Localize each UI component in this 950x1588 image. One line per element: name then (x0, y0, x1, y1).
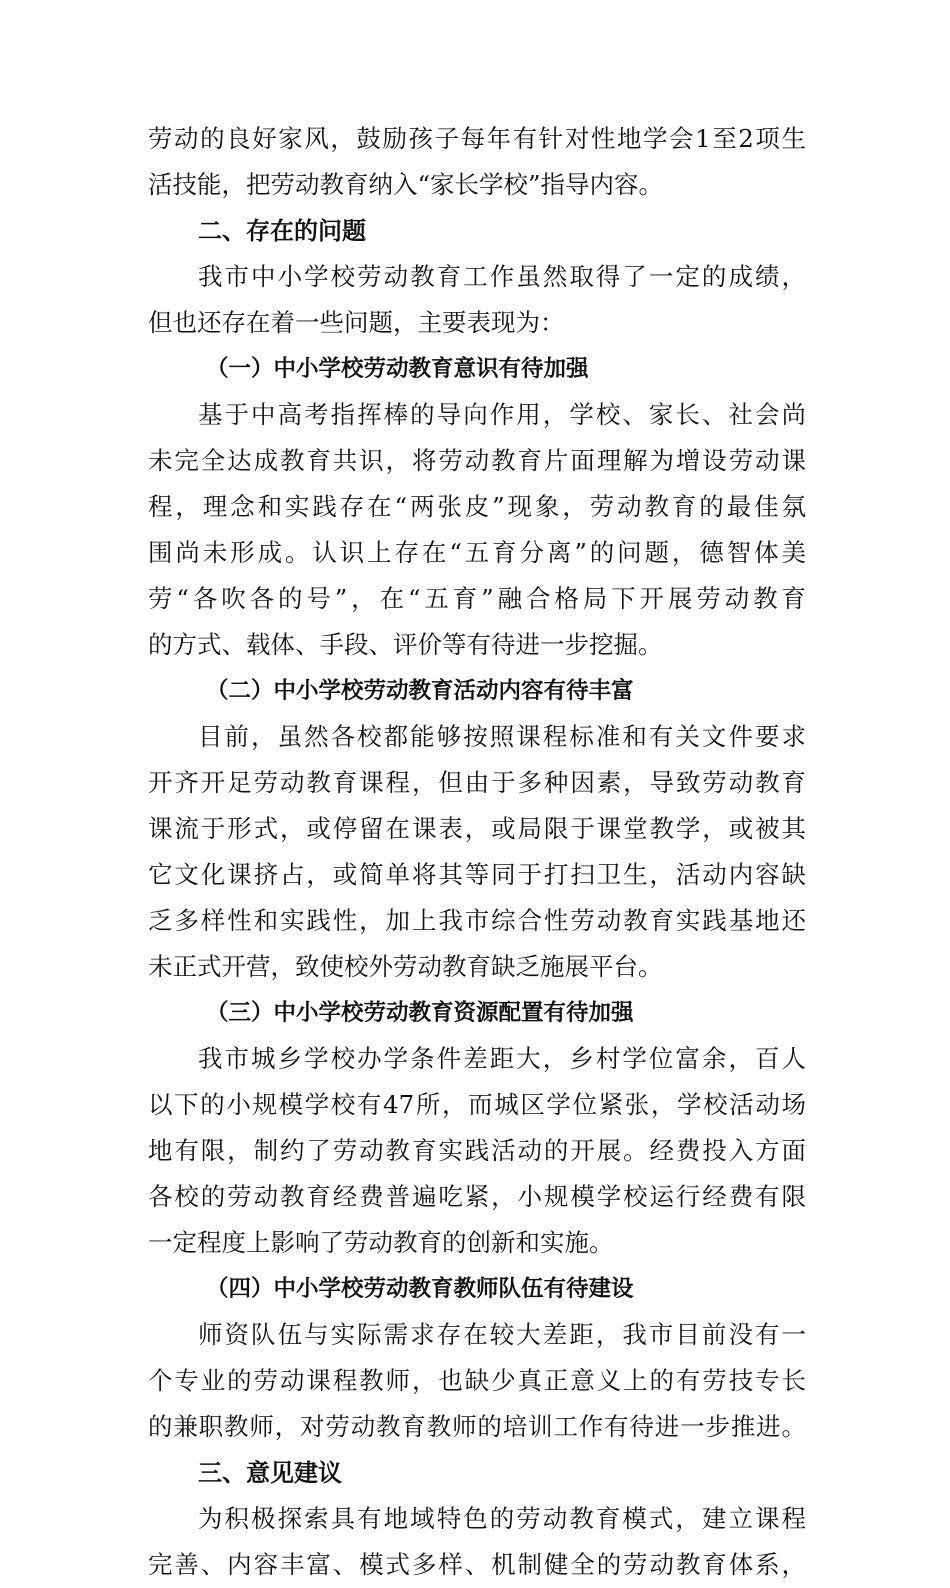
subsection-heading-2: （二）中小学校劳动教育活动内容有待丰富 (206, 678, 634, 704)
body-text-line: 开齐开足劳动教育课程，但由于多种因素，导致劳动教育 (148, 768, 806, 797)
body-text-line: 活技能，把劳动教育纳入“家长学校”指导内容。 (148, 170, 664, 199)
body-text-line: 劳“各吹各的号”，在“五育”融合格局下开展劳动教育 (148, 584, 806, 613)
body-text-line: 但也还存在着一些问题，主要表现为： (148, 308, 565, 337)
body-text-line: 的方式、载体、手段、评价等有待进一步挖掘。 (148, 630, 663, 659)
paragraph-start-line: 目前，虽然各校都能够按照课程标准和有关文件要求 (198, 722, 806, 751)
body-text-line: 地有限，制约了劳动教育实践活动的开展。经费投入方面 (148, 1136, 806, 1165)
subsection-heading-4: （四）中小学校劳动教育教师队伍有待建设 (206, 1276, 634, 1302)
body-text-line: 课流于形式，或停留在课表，或局限于课堂教学，或被其 (148, 814, 806, 843)
body-text-line: 一定程度上影响了劳动教育的创新和实施。 (148, 1228, 614, 1257)
body-text-line: 完善、内容丰富、模式多样、机制健全的劳动教育体系， (148, 1550, 806, 1579)
body-text-line: 程，理念和实践存在“两张皮”现象，劳动教育的最佳氛 (148, 492, 806, 521)
paragraph-start-line: 师资队伍与实际需求存在较大差距，我市目前没有一 (198, 1320, 806, 1349)
body-text-line: 乏多样性和实践性，加上我市综合性劳动教育实践基地还 (148, 906, 806, 935)
body-text-line: 未完全达成教育共识，将劳动教育片面理解为增设劳动课 (148, 446, 806, 475)
body-text-line: 劳动的良好家风，鼓励孩子每年有针对性地学会1至2项生 (148, 124, 806, 153)
body-text-line: 它文化课挤占，或简单将其等同于打扫卫生，活动内容缺 (148, 860, 806, 889)
document-page (148, 116, 806, 1588)
paragraph-start-line: 基于中高考指挥棒的导向作用，学校、家长、社会尚 (198, 400, 806, 429)
subsection-heading-3: （三）中小学校劳动教育资源配置有待加强 (206, 1000, 634, 1026)
section-heading-suggestions: 三、意见建议 (198, 1459, 342, 1487)
body-text-line: 未正式开营，致使校外劳动教育缺乏施展平台。 (148, 952, 663, 981)
paragraph-start-line: 我市中小学校劳动教育工作虽然取得了一定的成绩， (198, 262, 806, 291)
paragraph-start-line: 我市城乡学校办学条件差距大，乡村学位富余，百人 (198, 1044, 806, 1073)
body-text-line: 个专业的劳动课程教师，也缺少真正意义上的有劳技专长 (148, 1366, 806, 1395)
body-text-line: 的兼职教师，对劳动教育教师的培训工作有待进一步推进。 (148, 1412, 806, 1441)
body-text-line: 各校的劳动教育经费普遍吃紧，小规模学校运行经费有限 (148, 1182, 806, 1211)
paragraph-start-line: 为积极探索具有地域特色的劳动教育模式，建立课程 (198, 1504, 806, 1533)
body-text-line: 以下的小规模学校有47所，而城区学位紧张，学校活动场 (148, 1090, 806, 1119)
body-text-line: 围尚未形成。认识上存在“五育分离”的问题，德智体美 (148, 538, 806, 567)
section-heading-problems: 二、存在的问题 (198, 217, 366, 245)
subsection-heading-1: （一）中小学校劳动教育意识有待加强 (206, 356, 589, 382)
